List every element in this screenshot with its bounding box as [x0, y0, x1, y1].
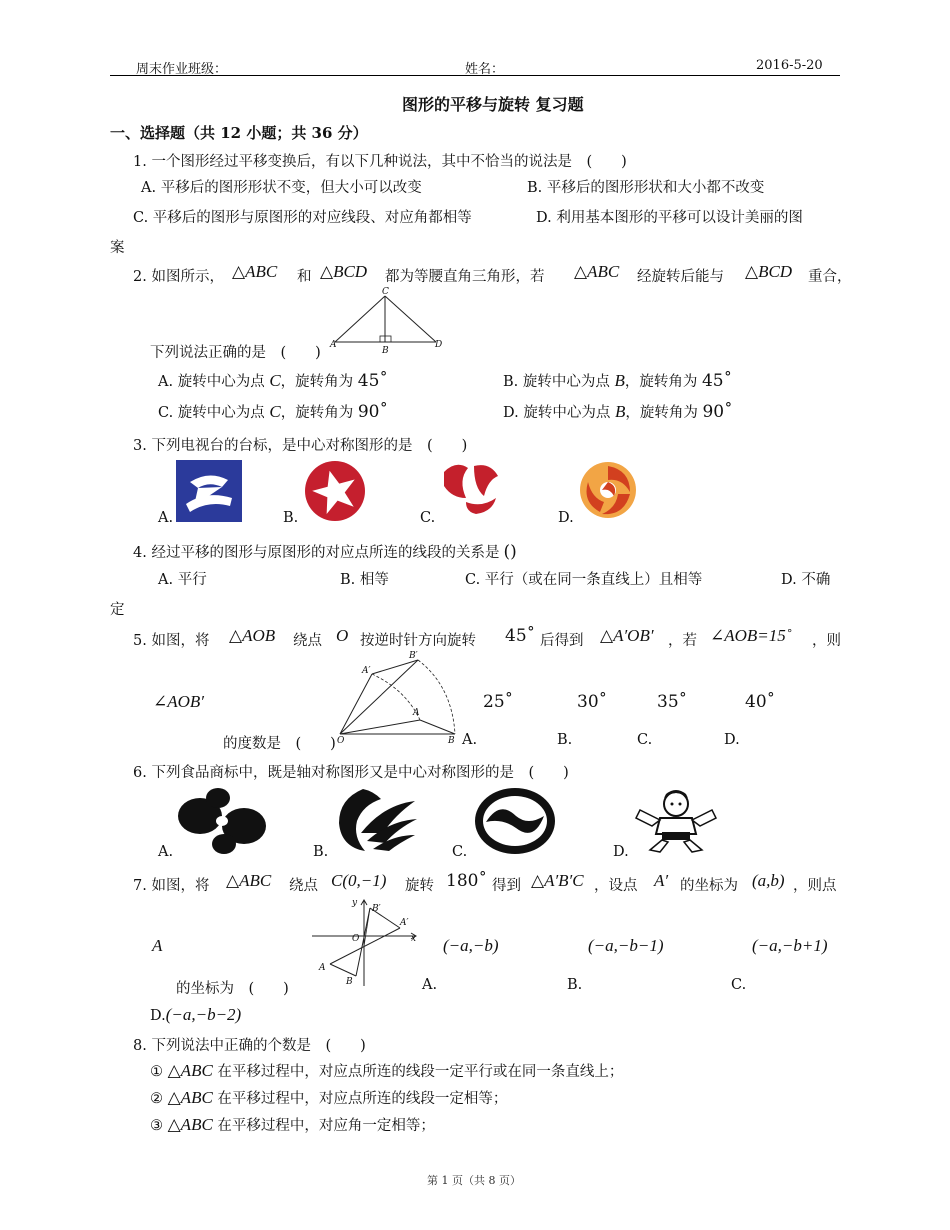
q6-logo-c-icon	[472, 786, 558, 856]
q7-fig-label-a: A	[319, 963, 326, 973]
q2-triangle-abc-2: △ABC	[574, 262, 620, 281]
q5-fig-label-a: A	[413, 708, 420, 718]
q1-option-b: B. 平移后的图形形状和大小都不改变	[527, 180, 765, 196]
q6-label-d: D.	[613, 844, 629, 860]
q7-value-c: (−a,−b+1)	[752, 936, 828, 955]
q5-rotation-figure	[330, 650, 465, 742]
q6-logo-b-icon	[333, 785, 421, 853]
q6-label-a: A.	[158, 844, 174, 860]
q5-label-b: B.	[557, 732, 573, 748]
q2-triangle-abc: △ABC	[232, 262, 278, 281]
q4-stem: 4. 经过平移的图形与原图形的对应点所连的线段的关系是 ()	[133, 542, 517, 562]
q4-option-b: B. 相等	[340, 572, 389, 588]
q1-option-d-wrap: 案	[110, 240, 125, 256]
page-title: 图形的平移与旋转 复习题	[402, 95, 584, 114]
q4-option-a: A. 平行	[158, 572, 207, 588]
q7-coordinate-figure	[308, 896, 420, 990]
q1-option-c: C. 平移后的图形与原图形的对应线段、对应角都相等	[133, 210, 472, 226]
q5-number: 5. 如图，将	[133, 633, 210, 649]
q7-fig-label-b-prime: B′	[372, 904, 381, 914]
q7-number: 7. 如图，将	[133, 878, 210, 894]
q8-item-2: ② △ABC 在平移过程中，对应点所连的线段一定相等；	[150, 1088, 508, 1107]
q2-end: 重合，	[808, 269, 852, 285]
q5-triangle-aob-prime: △A′OB′	[600, 626, 654, 645]
q3-stem: 3. 下列电视台的台标，是中心对称图形的是 ( )	[133, 438, 468, 454]
q7-fig-label-b: B	[346, 977, 353, 987]
q2-triangle-bcd: △BCD	[320, 262, 368, 281]
q5-angle-45: 45˚	[505, 626, 536, 646]
q7-triangle-abc: △ABC	[226, 871, 272, 890]
q2-option-c: C. 旋转中心为点 C，旋转角为 90˚	[158, 402, 388, 422]
q7-value-b: (−a,−b−1)	[588, 936, 664, 955]
q2-and: 和	[297, 269, 312, 285]
q3-logo-c-icon	[438, 458, 504, 516]
q5-condition: ∠AOB=15˚	[710, 626, 792, 645]
q7-point-a-prime: A′	[654, 871, 669, 890]
q7-option-d: D.(−a,−b−2)	[150, 1005, 242, 1024]
q7-fig-label-o: O	[352, 934, 360, 944]
q3-label-b: B.	[283, 510, 299, 526]
header-rule	[110, 75, 840, 76]
q4-option-d: D. 不确	[781, 572, 831, 588]
q5-angle-aob-prime: ∠AOB′	[153, 692, 205, 711]
q5-line2: 的度数是 ( )	[223, 736, 336, 752]
q7-line2: 的坐标为 ( )	[176, 981, 289, 997]
q2-option-b: B. 旋转中心为点 B，旋转角为 45˚	[503, 371, 733, 391]
q2-option-a: A. 旋转中心为点 C，旋转角为 45˚	[158, 371, 388, 391]
header-date: 2016-5-20	[756, 58, 823, 73]
q3-label-c: C.	[420, 510, 436, 526]
q3-logo-b-icon	[304, 460, 366, 522]
q7-text3: 旋转	[405, 878, 434, 894]
q2-mid2: 经旋转后能与	[637, 269, 724, 285]
q5-point-o: O	[336, 626, 349, 645]
q2-mid: 都为等腰直角三角形，若	[385, 269, 545, 285]
q6-stem: 6. 下列食品商标中，既是轴对称图形又是中心对称图形的是 ( )	[133, 765, 569, 781]
q2-fig-label-b: B	[382, 346, 389, 356]
q2-fig-label-c: C	[382, 287, 389, 297]
q3-label-d: D.	[558, 510, 574, 526]
q7-value-a: (−a,−b)	[443, 936, 499, 955]
q5-text4: 后得到	[540, 633, 584, 649]
q8-item-3: ③ △ABC 在平移过程中，对应角一定相等；	[150, 1115, 435, 1134]
q7-text7: ，则点	[793, 878, 837, 894]
q7-text2: 绕点	[289, 878, 318, 894]
q7-text6: 的坐标为	[680, 878, 738, 894]
page-footer: 第 1 页（共 8 页）	[427, 1174, 521, 1187]
q2-fig-label-a: A	[330, 340, 337, 350]
q3-label-a: A.	[158, 510, 174, 526]
q5-text5: ，若	[668, 633, 697, 649]
section-heading: 一、选择题（共 12 小题；共 36 分）	[110, 124, 368, 142]
q5-value-a: 25˚	[483, 692, 514, 712]
q6-logo-d-icon	[632, 788, 720, 854]
q7-fig-label-y: y	[352, 898, 358, 908]
q5-label-a: A.	[462, 732, 478, 748]
q1-stem: 1. 一个图形经过平移变换后，有以下几种说法，其中不恰当的说法是 ( )	[133, 154, 627, 170]
q5-label-d: D.	[724, 732, 740, 748]
q7-point-c: C(0,−1)	[331, 871, 387, 890]
q5-text3: 按逆时针方向旋转	[360, 633, 476, 649]
q6-logo-a-icon	[176, 786, 268, 856]
q7-label-b: B.	[567, 977, 583, 993]
header-name-label: 姓名：	[465, 62, 505, 77]
q6-label-b: B.	[313, 844, 329, 860]
q8-stem: 8. 下列说法中正确的个数是 ( )	[133, 1038, 366, 1054]
q5-value-c: 35˚	[657, 692, 688, 712]
q7-text5: ，设点	[594, 878, 638, 894]
q5-fig-label-a-prime: A′	[362, 666, 371, 676]
q5-text2: 绕点	[293, 633, 322, 649]
q7-fig-label-x: x	[411, 934, 417, 944]
q5-text6: ，则	[812, 633, 841, 649]
q5-fig-label-b-prime: B′	[409, 651, 418, 661]
header-class-label: 周末作业班级：	[136, 62, 228, 77]
q5-label-c: C.	[637, 732, 653, 748]
q6-label-c: C.	[452, 844, 468, 860]
q1-option-d: D. 利用基本图形的平移可以设计美丽的图	[536, 210, 803, 226]
q5-value-b: 30˚	[577, 692, 608, 712]
q4-option-c: C. 平行（或在同一条直线上）且相等	[465, 572, 703, 588]
q4-option-d-wrap: 定	[110, 602, 125, 618]
q2-number: 2. 如图所示，	[133, 269, 224, 285]
q2-fig-label-d: D	[435, 340, 443, 350]
q7-text4: 得到	[492, 878, 521, 894]
q1-option-a: A. 平移后的图形形状不变，但大小可以改变	[141, 180, 422, 196]
q5-fig-label-b: B	[448, 736, 455, 746]
q3-logo-d-icon	[578, 460, 638, 520]
q7-point-a: A	[152, 936, 163, 955]
q8-item-1: ① △ABC 在平移过程中，对应点所连的线段一定平行或在同一条直线上；	[150, 1061, 624, 1080]
q7-label-a: A.	[422, 977, 438, 993]
q7-triangle-prime: △A′B′C	[531, 871, 584, 890]
q5-triangle-aob: △AOB	[229, 626, 276, 645]
q2-option-d: D. 旋转中心为点 B，旋转角为 90˚	[503, 402, 733, 422]
q7-angle-180: 180˚	[446, 871, 487, 891]
q7-label-c: C.	[731, 977, 747, 993]
q3-logo-a-icon	[176, 460, 242, 522]
q7-coord: (a,b)	[752, 871, 785, 890]
q2-triangle-figure	[330, 288, 450, 352]
q2-line2: 下列说法正确的是 ( )	[150, 345, 321, 361]
q7-fig-label-a-prime: A′	[400, 918, 409, 928]
q5-fig-label-o: O	[337, 736, 345, 746]
q2-triangle-bcd-2: △BCD	[745, 262, 793, 281]
q5-value-d: 40˚	[745, 692, 776, 712]
